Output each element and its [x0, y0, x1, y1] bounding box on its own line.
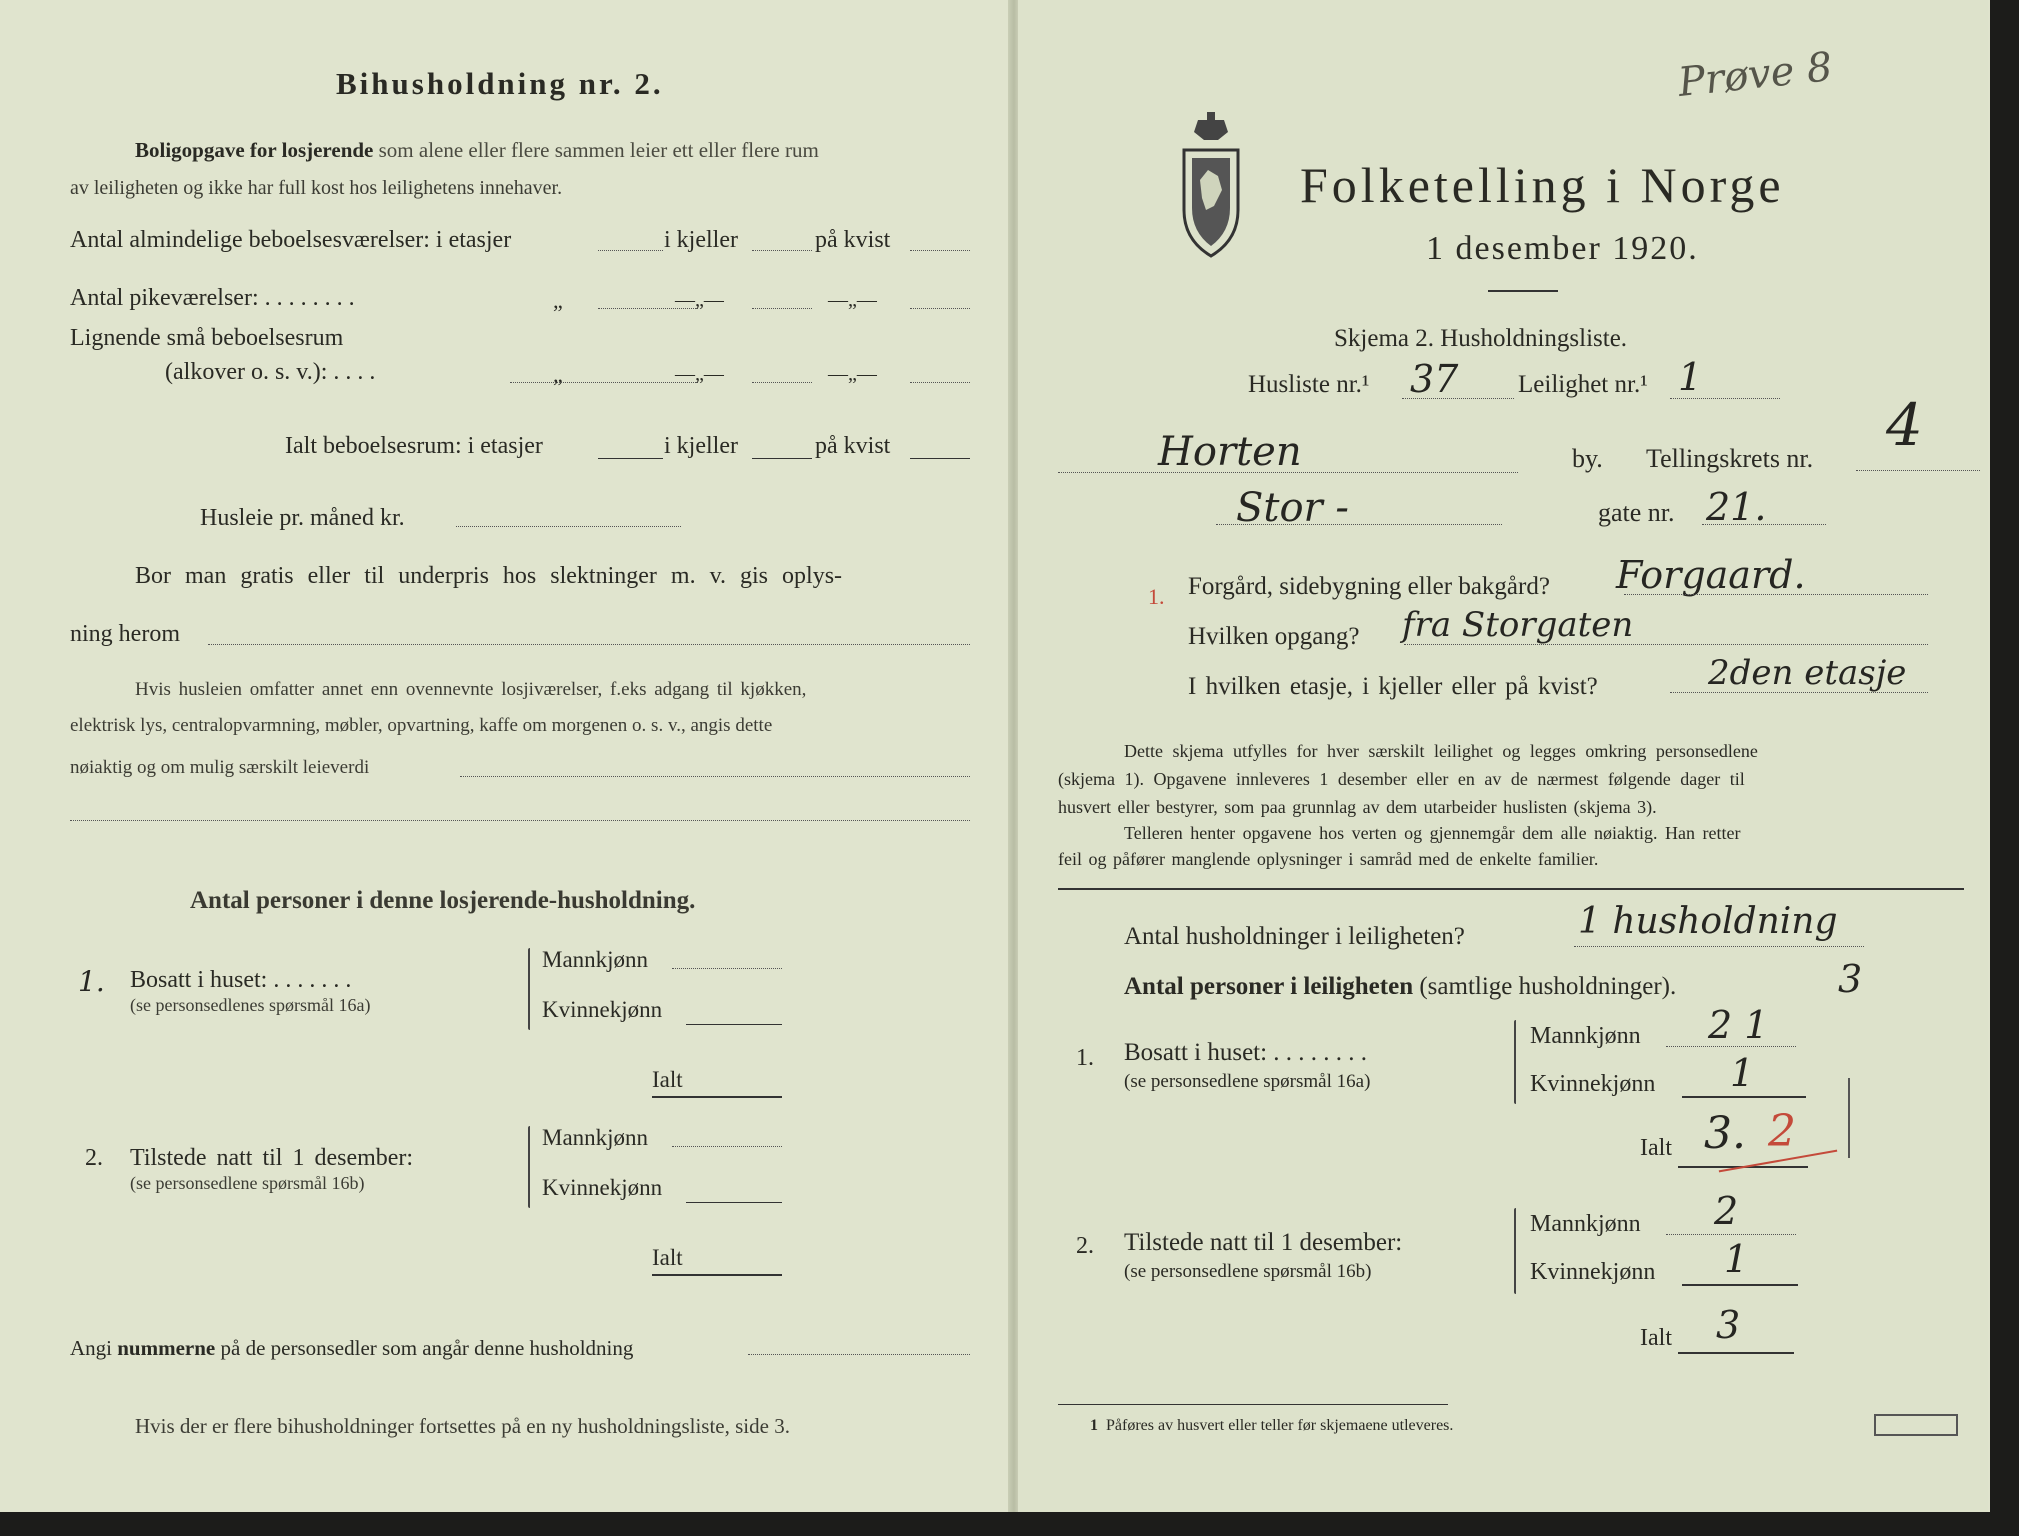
present-number: 2. [1076, 1233, 1094, 1259]
resident-label: Bosatt i huset: . . . . . . . . [1124, 1039, 1368, 1066]
instruction-text: Dette skjema utfylles for hver særskilt leilighet og legges omkring personsedlene [1124, 741, 1758, 761]
alcoves-attic-field[interactable] [910, 382, 970, 383]
present-male-field [1666, 1234, 1796, 1235]
present-total-field [1678, 1352, 1794, 1354]
alcoves-cellar-field[interactable] [752, 382, 812, 383]
female-label: Kvinnekjønn [542, 997, 663, 1022]
rooms-attic-label: på kvist [815, 227, 891, 253]
male-label: Mannkjønn [1530, 1023, 1641, 1049]
intro-line-2: av leiligheten og ikke har full kost hos leilighetens innehaver. [70, 177, 563, 199]
town-value[interactable]: Horten [1158, 429, 1302, 475]
floor-value[interactable]: 2den etasje [1708, 653, 1907, 693]
district-label: Tellingskrets nr. [1646, 444, 1814, 473]
total-label: Ialt [1640, 1135, 1672, 1161]
present-note: (se personsedlene spørsmål 16b) [130, 1173, 365, 1193]
apartment-value[interactable]: 1 [1678, 355, 1703, 399]
present-label: Tilstede natt til 1 desember: [1124, 1229, 1403, 1256]
brace [1514, 1020, 1516, 1104]
ditto-mark: —„— [828, 363, 877, 385]
schema-label: Skjema 2. Husholdningsliste. [1334, 325, 1628, 352]
more-households-note: Hvis der er flere bihusholdninger fortsettes på en ny husholdningsliste, side 3. [135, 1414, 790, 1438]
house-list-field [1402, 398, 1514, 399]
street-value[interactable]: Stor - [1236, 485, 1349, 531]
resident-number: 1. [78, 965, 105, 998]
total-label: Ialt [652, 1067, 683, 1092]
instruction-text: (skjema 1). Opgavene innleveres 1 desember eller en av de nærmest følgende dager til [1058, 769, 1745, 789]
present-female-field[interactable] [686, 1202, 782, 1203]
brace [528, 948, 530, 1030]
ditto-mark: „ [553, 362, 563, 387]
free-housing-field[interactable] [208, 644, 970, 645]
resident-total-correction: 2 [1768, 1106, 1796, 1157]
court-value[interactable]: Forgaard. [1616, 553, 1806, 597]
maid-cellar-field[interactable] [752, 308, 812, 309]
resident-note: (se personsedlenes spørsmål 16a) [130, 995, 371, 1015]
handwritten-stamp: Prøve 8 [1676, 44, 1835, 106]
right-page-husholdningsliste [1018, 0, 1988, 1512]
numbers-field[interactable] [748, 1354, 970, 1355]
persons-label: Antal personer i leiligheten (samtlige husholdninger). [1124, 973, 1677, 1000]
rent-label: Husleie pr. måned kr. [200, 505, 405, 531]
present-male-value[interactable]: 2 [1714, 1189, 1739, 1233]
households-field [1574, 946, 1864, 947]
resident-female-field[interactable] [686, 1024, 782, 1025]
total-label: Ialt [652, 1245, 683, 1270]
present-total-value[interactable]: 3 [1716, 1303, 1741, 1347]
extra-services-field[interactable] [460, 776, 970, 777]
resident-female-value[interactable]: 1 [1730, 1051, 1755, 1095]
total-etasjer-field[interactable] [598, 458, 663, 459]
rooms-cellar-field[interactable] [752, 250, 812, 251]
alcoves-etasjer-field[interactable] [510, 382, 698, 383]
check-mark [1848, 1078, 1850, 1158]
street-number-field [1702, 524, 1826, 525]
instruction-text: husvert eller bestyrer, som paa grunnlag av dem utarbeider huslisten (skjema 3). [1058, 797, 1657, 817]
total-attic-field[interactable] [910, 458, 970, 459]
extra-services-text: elektrisk lys, centralopvarmning, møbler, opvartning, kaffe om morgenen o. s. v., angis dette [70, 715, 773, 736]
ditto-mark: —„— [675, 363, 724, 385]
persons-heading: Antal personer i denne losjerende-husholdning. [190, 887, 696, 914]
total-label: Ialt [1640, 1325, 1672, 1351]
printer-mark [1874, 1414, 1958, 1436]
total-attic-label: på kvist [815, 433, 891, 459]
apartment-label: Leilighet nr.¹ [1518, 371, 1648, 398]
court-field [1624, 594, 1928, 595]
rent-field[interactable] [456, 526, 681, 527]
rooms-cellar-label: i kjeller [664, 227, 738, 253]
female-label: Kvinnekjønn [1530, 1071, 1656, 1097]
census-date: 1 desember 1920. [1426, 230, 1699, 267]
house-list-label: Husliste nr.¹ [1248, 371, 1370, 398]
resident-male-field [1666, 1046, 1796, 1047]
rooms-attic-field[interactable] [910, 250, 970, 251]
present-female-field [1682, 1284, 1798, 1286]
male-label: Mannkjønn [542, 1125, 649, 1150]
entrance-label: Hvilken opgang? [1188, 623, 1360, 650]
left-page-bihusholdning [0, 0, 1010, 1512]
present-total-field[interactable] [652, 1274, 782, 1276]
resident-label: Bosatt i huset: . . . . . . . [130, 967, 352, 993]
house-list-value[interactable]: 37 [1410, 357, 1459, 401]
footnote: 1 Påføres av husvert eller teller før skjemaene utleveres. [1090, 1417, 1454, 1434]
resident-male-field[interactable] [672, 968, 782, 969]
present-male-field[interactable] [672, 1146, 782, 1147]
numbers-instruction: Angi nummerne på de personsedler som angår denne husholdning [70, 1336, 634, 1360]
ditto-mark: —„— [675, 289, 724, 311]
street-number-value[interactable]: 21. [1706, 485, 1767, 529]
maid-rooms-label: Antal pikeværelser: . . . . . . . . [70, 285, 355, 311]
female-label: Kvinnekjønn [1530, 1259, 1656, 1285]
maid-attic-field[interactable] [910, 308, 970, 309]
title-divider [1488, 290, 1558, 292]
ditto-mark: „ [553, 288, 563, 313]
resident-female-field [1682, 1096, 1806, 1098]
male-label: Mannkjønn [542, 947, 649, 972]
street-field [1216, 524, 1502, 525]
left-page-title: Bihusholdning nr. 2. [336, 66, 664, 101]
instruction-text: Telleren henter opgavene hos verten og gjennemgår dem alle nøiaktig. Han retter [1124, 823, 1741, 843]
present-note: (se personsedlene spørsmål 16b) [1124, 1261, 1372, 1282]
present-label: Tilstede natt til 1 desember: [130, 1145, 414, 1171]
total-cellar-field[interactable] [752, 458, 812, 459]
footnote-divider [1058, 1404, 1448, 1405]
extra-services-field-2[interactable] [70, 820, 970, 821]
town-label: by. [1572, 444, 1603, 473]
total-rooms-label: Ialt beboelsesrum: i etasjer [285, 433, 543, 459]
alcoves-label: (alkover o. s. v.): . . . . [165, 359, 376, 385]
free-housing-text: Bor man gratis eller til underpris hos slektninger m. v. gis oplys- [135, 563, 843, 589]
form-title: Folketelling i Norge [1300, 157, 1785, 213]
resident-total-value[interactable]: 3. [1704, 1108, 1746, 1159]
resident-total-field[interactable] [652, 1096, 782, 1098]
coat-of-arms-icon [1178, 110, 1244, 260]
present-female-value[interactable]: 1 [1724, 1237, 1749, 1281]
households-value[interactable]: 1 husholdning [1578, 901, 1838, 942]
extra-services-text: nøiaktig og om mulig særskilt leieverdi [70, 757, 370, 778]
resident-number: 1. [1076, 1045, 1094, 1071]
entrance-value[interactable]: fra Storgaten [1402, 605, 1634, 645]
extra-services-text: Hvis husleien omfatter annet enn ovennevnte losjiværelser, f.eks adgang til kjøkken, [135, 679, 807, 700]
free-housing-text-2: ning herom [70, 621, 180, 647]
brace [528, 1126, 530, 1208]
district-value[interactable]: 4 [1886, 391, 1923, 459]
ditto-mark: —„— [828, 289, 877, 311]
persons-value[interactable]: 3 [1838, 957, 1863, 1001]
similar-rooms-label: Lignende små beboelsesrum [70, 325, 344, 351]
apartment-field [1670, 398, 1780, 399]
instruction-text: feil og påfører manglende oplysninger i samråd med de enkelte familier. [1058, 849, 1599, 869]
street-label: gate nr. [1598, 498, 1675, 527]
male-label: Mannkjønn [1530, 1211, 1641, 1237]
total-cellar-label: i kjeller [664, 433, 738, 459]
margin-mark: 1. [1148, 584, 1165, 609]
intro-line-1: Boligopgave for losjerende som alene eller flere sammen leier ett eller flere rum [135, 138, 819, 162]
resident-note: (se personsedlene spørsmål 16a) [1124, 1071, 1371, 1092]
present-number: 2. [85, 1145, 103, 1171]
rooms-label: Antal almindelige beboelsesværelser: i etasjer [70, 227, 512, 253]
rooms-etasjer-field[interactable] [598, 250, 663, 251]
entrance-field [1404, 644, 1928, 645]
district-field [1856, 470, 1980, 471]
floor-field [1670, 692, 1928, 693]
households-label: Antal husholdninger i leiligheten? [1124, 923, 1465, 950]
resident-male-value[interactable]: 2 1 [1708, 1003, 1769, 1047]
floor-label: I hvilken etasje, i kjeller eller på kvist? [1188, 673, 1598, 700]
female-label: Kvinnekjønn [542, 1175, 663, 1200]
court-label: Forgård, sidebygning eller bakgård? [1188, 573, 1550, 600]
section-divider [1058, 888, 1964, 890]
town-field [1058, 472, 1518, 473]
brace [1514, 1208, 1516, 1294]
